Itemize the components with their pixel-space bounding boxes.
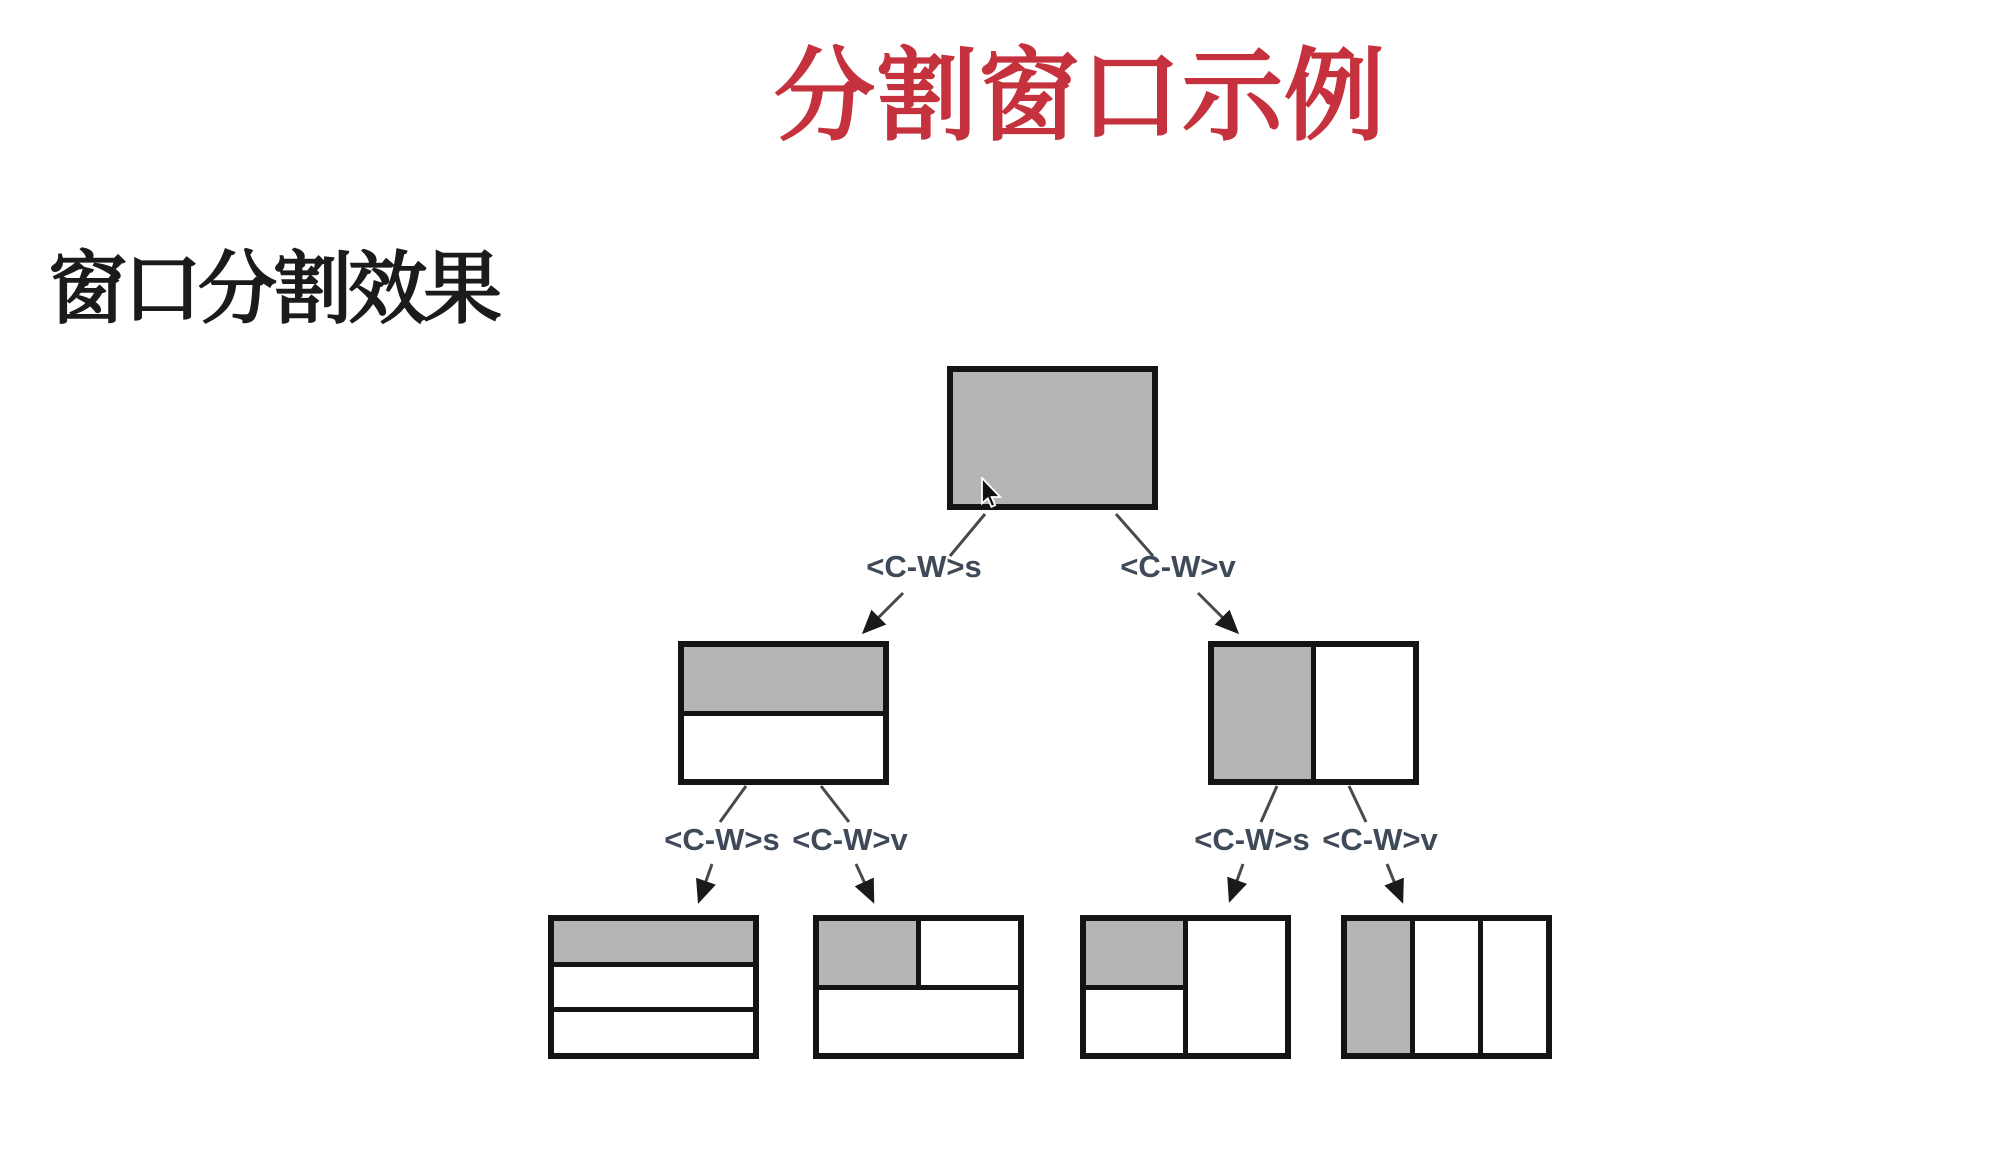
pane [684, 711, 883, 780]
active-pane [819, 921, 916, 985]
pane [554, 1007, 753, 1053]
slide-title: 分割窗口示例 [773, 41, 1386, 153]
mouse-pointer-icon [981, 477, 1007, 509]
pane [1478, 921, 1546, 1053]
pane [1086, 985, 1183, 1054]
edge-label-root-split-s: <C-W>s [866, 549, 982, 584]
edge-label-vsplit-v: <C-W>v [1322, 822, 1438, 857]
pane [916, 921, 1018, 985]
edge-label-hsplit-s: <C-W>s [664, 822, 780, 857]
node-left-col-hsplit [1080, 915, 1291, 1059]
pane [1410, 921, 1478, 1053]
pane [1183, 921, 1285, 1053]
node-root-single-window [947, 366, 1158, 510]
active-pane [1086, 921, 1183, 985]
section-heading: 窗口分割效果 [48, 244, 498, 333]
pane [819, 985, 1018, 1054]
edge-label-hsplit-v: <C-W>v [792, 822, 908, 857]
pane [554, 962, 753, 1008]
node-horizontal-split [678, 641, 889, 785]
edge-label-vsplit-s: <C-W>s [1194, 822, 1310, 857]
node-three-rows [548, 915, 759, 1059]
node-top-row-vsplit [813, 915, 1024, 1059]
active-pane [554, 921, 753, 962]
pane [1311, 647, 1413, 779]
node-three-columns [1341, 915, 1552, 1059]
active-pane [1347, 921, 1410, 1053]
node-vertical-split [1208, 641, 1419, 785]
pane-group-top [819, 921, 1018, 985]
active-pane [1214, 647, 1311, 779]
edge-label-root-split-v: <C-W>v [1120, 549, 1236, 584]
pane-group-left [1086, 921, 1183, 1053]
active-pane [684, 647, 883, 711]
